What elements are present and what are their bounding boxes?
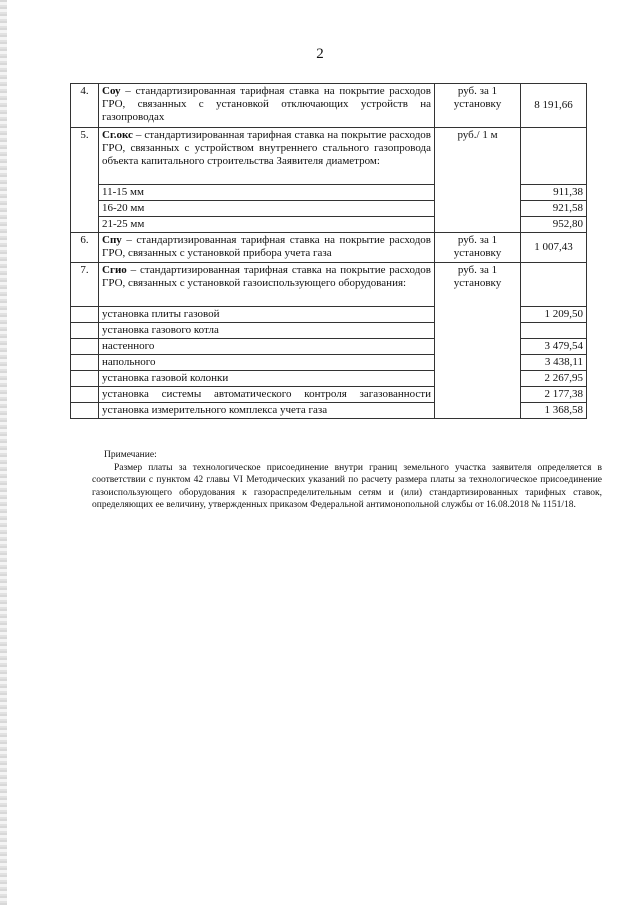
value-cell [521,323,587,339]
diameter-label: 16-20 мм [99,201,435,217]
rate-code: Cпу [102,234,122,246]
diameter-label: 11-15 мм [99,185,435,201]
tariff-rates-table [70,83,587,419]
value-cell [521,263,587,307]
value-cell: 952,80 [521,217,587,233]
equipment-label: напольного [99,355,435,371]
row-description [99,128,435,185]
empty-number-cell [71,355,99,371]
equipment-label: установка газовой колонки [99,371,435,387]
empty-number-cell [71,371,99,387]
value-cell: 3 479,54 [521,339,587,355]
empty-number-cell [71,387,99,403]
value-cell: 2 177,38 [521,387,587,403]
note-text: Размер платы за технологическое присоединение внутри границ земельного участка заявителя определяется в соответствии с пунктом 42 главы VI Методических указаний по расчету размера платы за технологическое присоединение газоиспользующего оборудования к газораспределительным сетям и (или) стандартизированных тарифных ставок, определяющих ее величину, утвержденных приказом Федеральной антимонопольной службы от 16.08.2018 № 1151/18. [92,462,602,510]
rate-code: Cгио [102,264,127,276]
unit-cell: руб. за 1 установку [435,263,521,419]
unit-cell: руб. за 1 установку [435,233,521,263]
table-row [71,84,587,128]
row-number: 7. [71,263,99,307]
value-cell: 911,38 [521,185,587,201]
diameter-label: 21-25 мм [99,217,435,233]
rate-code: Cоу [102,85,121,97]
value-cell: 8 191,66 [521,84,587,128]
rate-code: Cг.окс [102,129,133,141]
row-description [99,233,435,263]
rate-description-text: – стандартизированная тарифная ставка на покрытие расходов ГРО, связанных с установкой газоиспользующего оборудования: [102,264,431,289]
equipment-label: установка плиты газовой [99,307,435,323]
empty-number-cell [71,323,99,339]
empty-number-cell [71,403,99,419]
value-cell: 2 267,95 [521,371,587,387]
value-cell: 1 368,58 [521,403,587,419]
empty-number-cell [71,339,99,355]
value-cell: 3 438,11 [521,355,587,371]
table-row [71,233,587,263]
value-cell: 1 209,50 [521,307,587,323]
equipment-label: установка газового котла [99,323,435,339]
rate-description-text: – стандартизированная тарифная ставка на покрытие расходов ГРО, связанных с установкой прибора учета газа [102,234,431,259]
value-cell: 921,58 [521,201,587,217]
table-row [71,128,587,185]
equipment-label: установка системы автоматического контроля загазованности [99,387,435,403]
rate-description-text: – стандартизированная тарифная ставка на покрытие расходов ГРО, связанных с установкой отключающих устройств на газопроводах [102,85,431,123]
page-number: 2 [316,46,324,62]
unit-cell: руб. за 1 установку [435,84,521,128]
scan-left-edge [0,0,7,905]
row-number: 4. [71,84,99,128]
row-number: 5. [71,128,99,233]
value-cell [521,128,587,185]
row-number: 6. [71,233,99,263]
row-description [99,84,435,128]
equipment-label: настенного [99,339,435,355]
note-title: Примечание: [104,450,157,460]
row-description [99,263,435,307]
equipment-label: установка измерительного комплекса учета газа [99,403,435,419]
table-row [71,263,587,307]
empty-number-cell [71,307,99,323]
unit-cell: руб./ 1 м [435,128,521,233]
rate-description-text: – стандартизированная тарифная ставка на покрытие расходов ГРО, связанных с устройством внутреннего стального газопровода объекта капитального строительства Заявителя диаметром: [102,129,431,167]
value-cell: 1 007,43 [521,233,587,263]
note-block [92,449,602,512]
